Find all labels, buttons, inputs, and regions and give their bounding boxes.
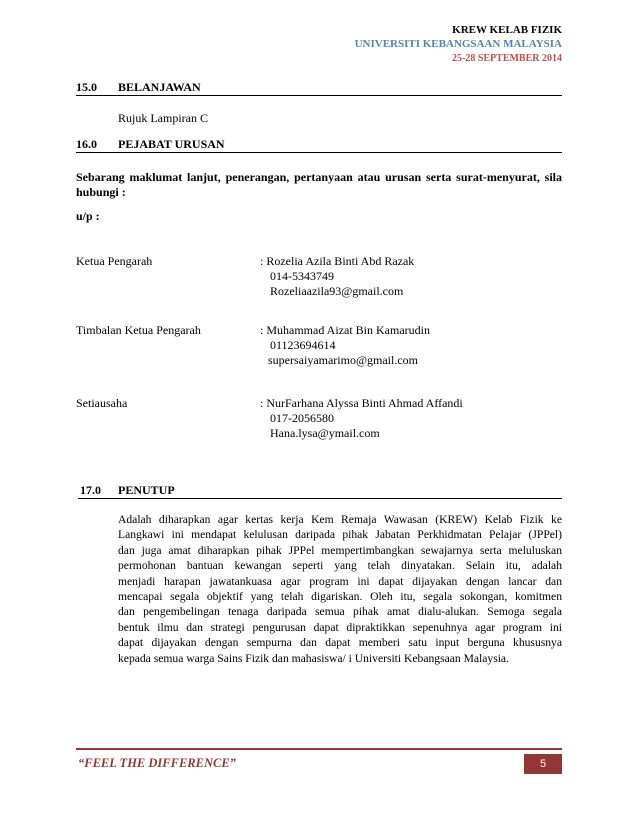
paragraph-line: dapat dijayakan dengan sempurna dan dapat memberi satu input berguna khususnya <box>118 636 562 650</box>
section-15-rule <box>76 95 562 96</box>
paragraph-line: Adalah diharapkan agar kertas kerja Kem Remaja Wawasan (KREW) Kelab Fizik ke <box>118 513 562 526</box>
contact-details <box>260 254 414 299</box>
section-16-up: u/p : <box>76 209 100 223</box>
contact-details <box>260 396 463 441</box>
section-16-intro: Sebarang maklumat lanjut, penerangan, pertanyaan atau urusan serta surat-menyurat, sila hubungi : <box>76 170 562 199</box>
contact-name: : Rozelia Azila Binti Abd Razak <box>260 254 415 268</box>
contact-phone: 014-5343749 <box>270 269 334 283</box>
paragraph-line: dan pengembelingan tenaga daripada semua pihak amat dialu-alukan. Semoga segala <box>118 605 562 619</box>
paragraph-line: permohonan bantuan kewangan seperti yang telah dinyatakan. Selain itu, adalah <box>118 559 562 573</box>
footer-rule <box>76 748 562 750</box>
section-16-rule <box>76 152 562 153</box>
section-17-title: PENUTUP <box>118 483 175 497</box>
contact-role: Ketua Pengarah <box>76 254 153 268</box>
section-15-title: BELANJAWAN <box>118 80 201 94</box>
header-org: KREW KELAB FIZIK <box>452 24 562 36</box>
contact-role: Setiausaha <box>76 396 128 410</box>
paragraph-line: Langkawi ini mendapat kelulusan daripada pihak Jabatan Perkhidmatan Pelajar (JPPel) <box>118 528 562 542</box>
page-number: 5 <box>524 754 562 774</box>
section-17-paragraph <box>118 512 562 666</box>
contact-email: Rozeliaazila93@gmail.com <box>270 284 404 298</box>
paragraph-line: mencapai segala objektif yang telah digariskan. Oleh itu, segala sokongan, komitmen <box>118 590 562 604</box>
section-16-number: 16.0 <box>76 137 97 151</box>
contact-name: : NurFarhana Alyssa Binti Ahmad Affandi <box>260 396 463 410</box>
contact-email: Hana.lysa@ymail.com <box>270 426 380 440</box>
contact-name: : Muhammad Aizat Bin Kamarudin <box>260 323 430 337</box>
header-university: UNIVERSITI KEBANGSAAN MALAYSIA <box>354 38 562 50</box>
section-17-number: 17.0 <box>80 483 101 497</box>
paragraph-line: kepada semua warga Sains Fizik dan mahasiswa/ i Universiti Kebangsaan Malaysia. <box>118 651 509 665</box>
section-17-rule <box>78 498 562 499</box>
paragraph-line: dan juga amat diharapkan pihak JPPel mempertimbangkan sewajarnya serta meluluskan <box>118 543 562 557</box>
paragraph-line: menjadi harapan jawatankuasa agar program ini dapat dijayakan dengan lancar dan <box>118 574 562 588</box>
contact-email: supersaiyamarimo@gmail.com <box>268 353 419 367</box>
section-15-number: 15.0 <box>76 80 97 94</box>
contact-role: Timbalan Ketua Pengarah <box>76 323 201 337</box>
paragraph-line: bentuk ilmu dan strategi pengurusan dapat dipraktikkan sepenuhnya agar program ini <box>118 620 562 634</box>
section-15-body: Rujuk Lampiran C <box>118 111 208 125</box>
footer-motto: “FEEL THE DIFFERENCE” <box>78 756 236 770</box>
contact-phone: 01123694614 <box>270 338 336 352</box>
header-date: 25-28 SEPTEMBER 2014 <box>451 53 562 64</box>
contact-phone: 017-2056580 <box>270 411 334 425</box>
section-16-title: PEJABAT URUSAN <box>118 137 225 151</box>
contact-details <box>260 323 430 368</box>
